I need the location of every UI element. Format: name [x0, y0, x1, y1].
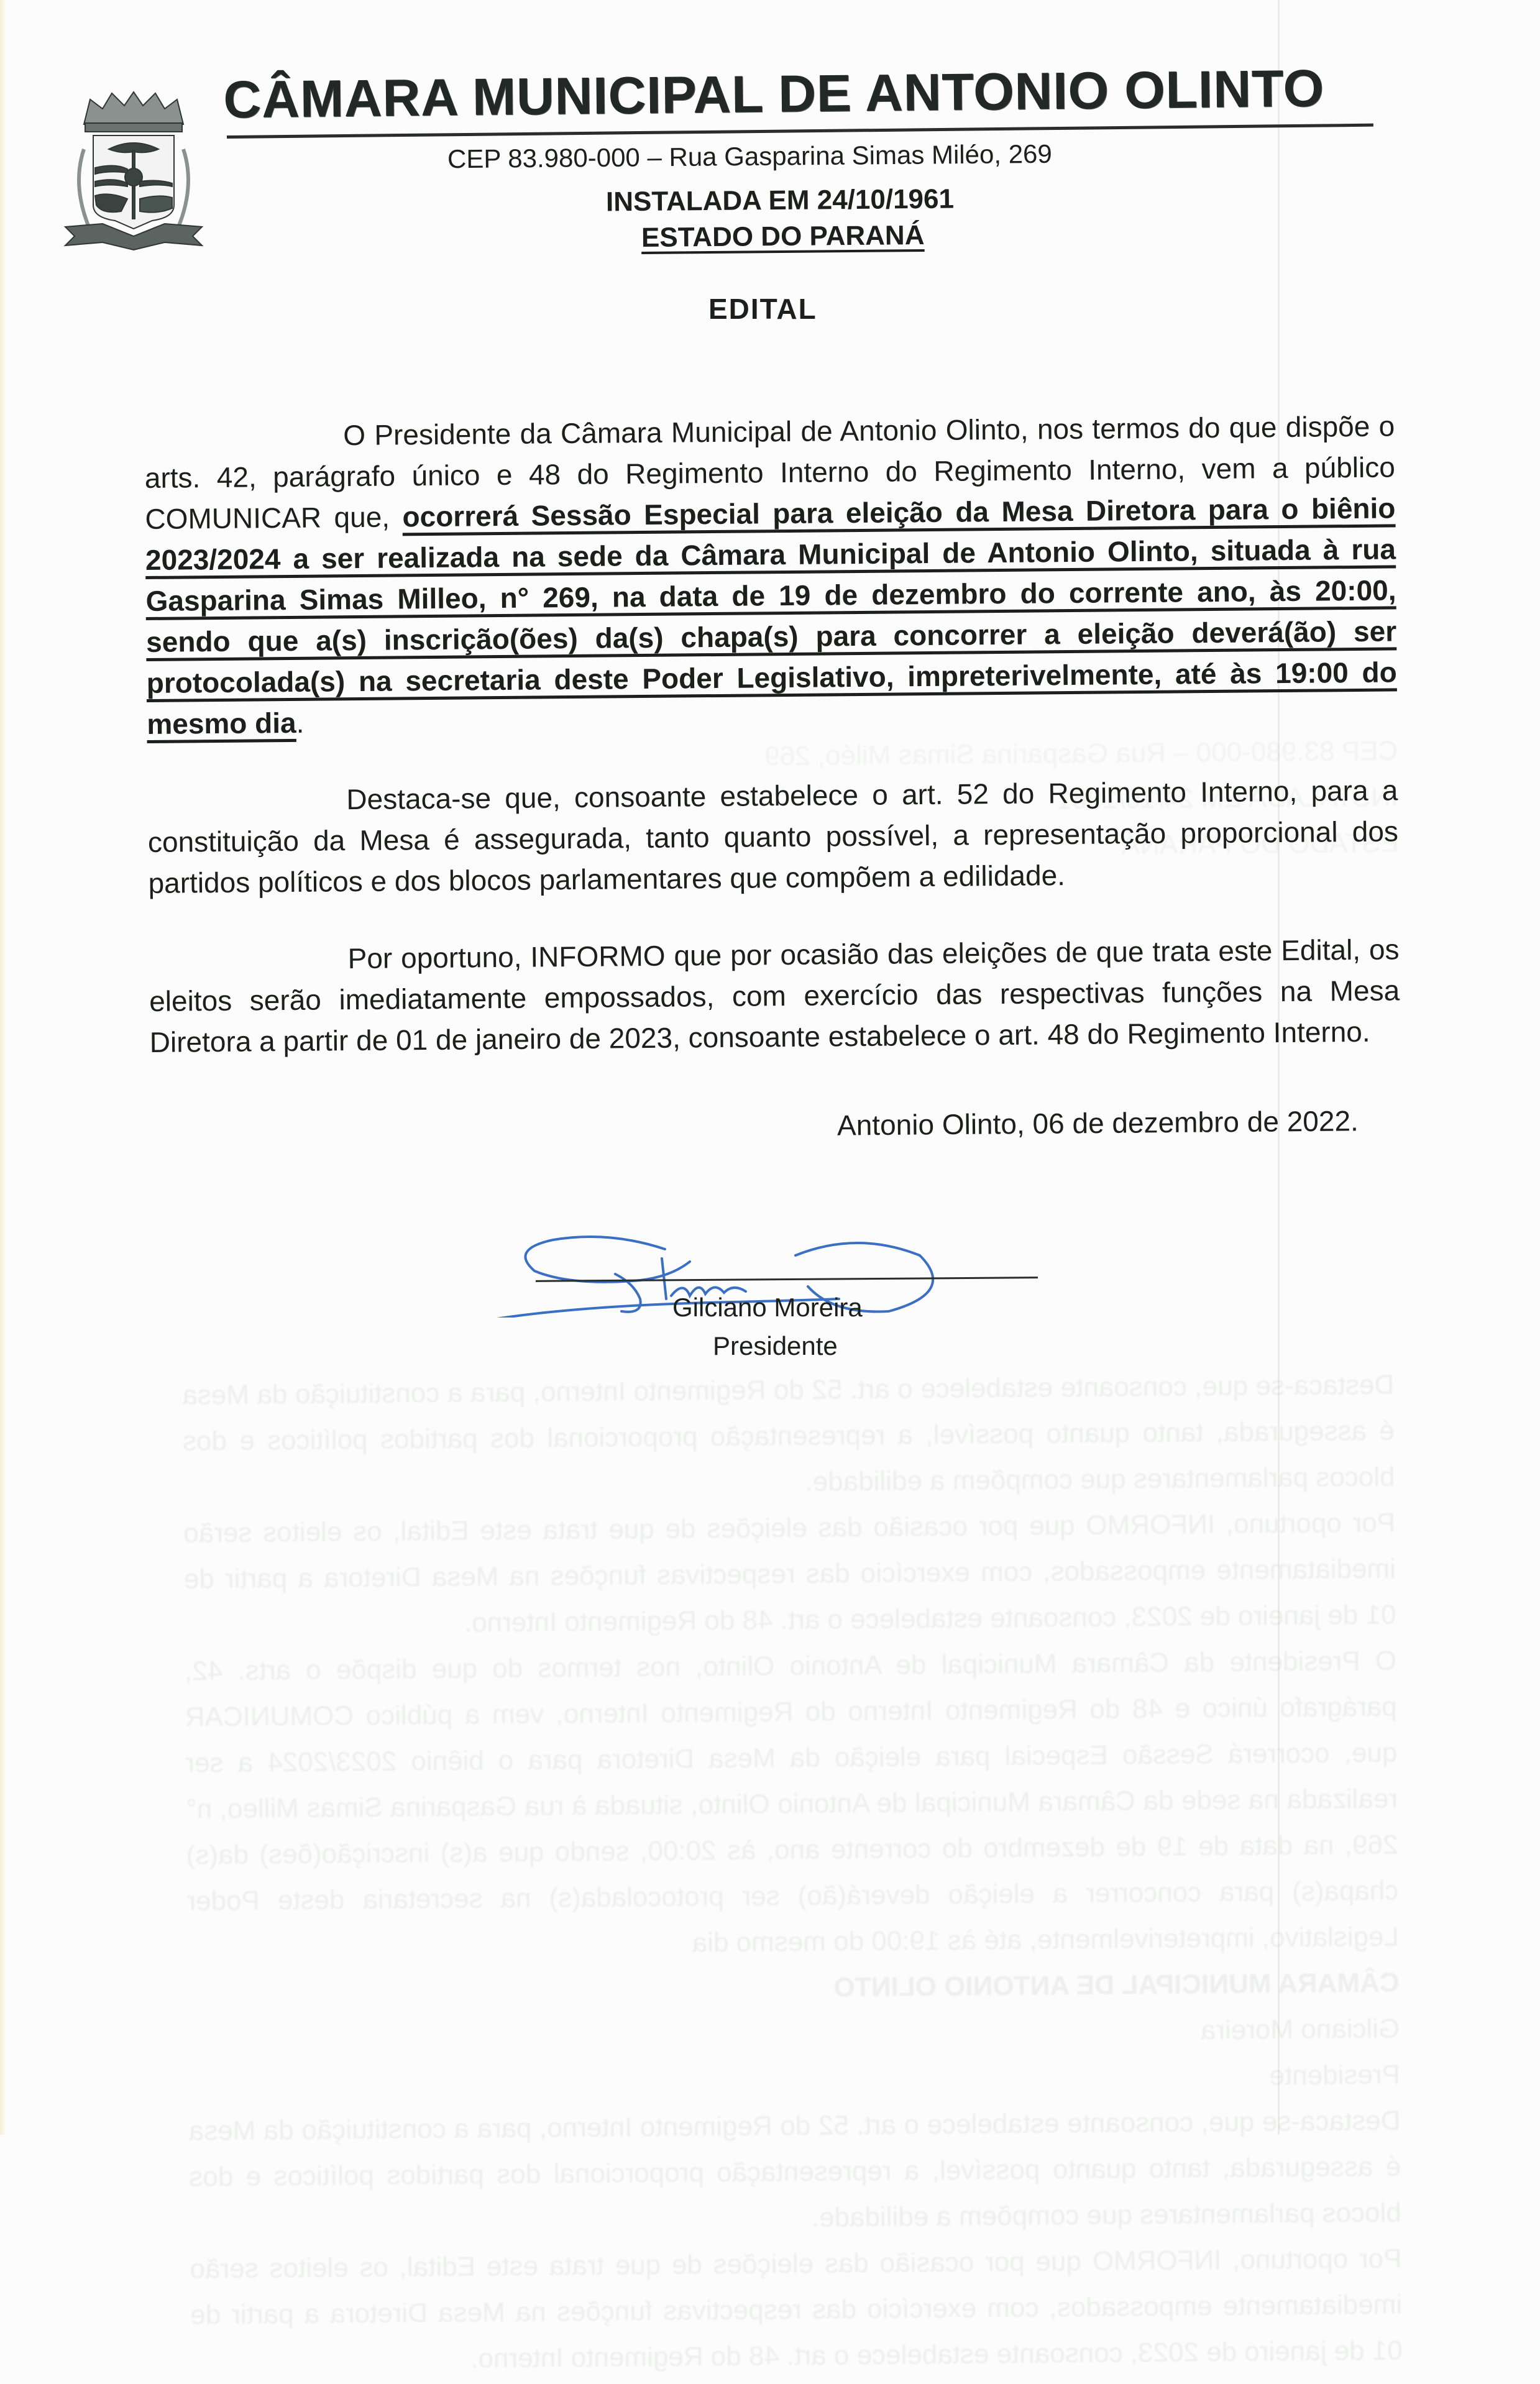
- institution-name: CÂMARA MUNICIPAL DE ANTONIO OLINTO: [222, 58, 1325, 129]
- paragraph-representation: Destaca-se que, consoante estabelece o art. 52 do Regimento Interno, para a constituição da Mesa é assegurada, tanto quanto possível, a representação proporcional dos partidos políticos e dos blocos parlamentares que compõem a edilidade.: [147, 774, 1399, 899]
- installation-date: INSTALADA EM 24/10/1961: [605, 183, 955, 218]
- signer-name: Gilciano Moreira: [672, 1293, 863, 1322]
- paragraph-inauguration: Por oportuno, INFORMO que por ocasião das eleições de que trata este Edital, os eleitos serão imediatamente empossados, com exercício das respectivas funções na Mesa Diretora a partir de 01 de janeiro de 2023, consoante estabelece o art. 48 do Regimento Interno.: [149, 933, 1400, 1058]
- document-title: EDITAL: [708, 293, 817, 325]
- signer-role: Presidente: [713, 1331, 838, 1360]
- scan-edge: [0, 0, 6, 2135]
- paragraph-text: .: [296, 706, 305, 739]
- state-line: ESTADO DO PARANÁ: [641, 220, 925, 253]
- bleed-through-text: Destaca-se que, consoante estabelece o art. 52 do Regimento Interno, para a constituição da Mesa é assegurada, tanto quanto possível, a representação proporcional dos partidos políticos e dos blocos parlamentares que compõem a edilidade. Por oportuno, INFORMO que por ocasião das eleições de que trata este Edital, os eleitos serão imediatamente empossados, com exercício das respectivas funções na Mesa Diretora a partir de 01 de janeiro de 2023, consoante estabelece o art. 48 do Regimento Interno. O Presidente da Câmara Municipal de Antonio Olinto, nos termos do que dispõe o arts. 42, parágrafo único e 48 do Regimento Interno do Regimento Interno, vem a público COMUNICAR que, ocorrerá Sessão Especial para eleição da Mesa Diretora para o biênio 2023/2024 a ser realizada na sede da Câmara Municipal de Antonio Olinto, situada à rua Gasparina Simas Milleo, n° 269, na data de 19 de dezembro do corrente ano, às 20:00, sendo que a(s) inscrição(ões) da(s) chapa(s) para concorrer a eleição deverá(ão) ser protocolada(s) na secretaria deste Poder Legislativo, impreterivelmente, até às 19:00 do mesmo dia CÂMARA MUNICIPAL DE ANTONIO OLINTO Gilciano Moreira Presidente Destaca-se que, consoante estabelece o art. 52 do Regimento Interno, para a constituição da Mesa é assegurada, tanto quanto possível, a representação proporcional dos partidos políticos e dos blocos parlamentares que compõem a edilidade. Por oportuno, INFORMO que por ocasião das eleições de que trata este Edital, os eleitos serão imediatamente empossados, com exercício das respectivas funções na Mesa Diretora a partir de 01 de janeiro de 2023, consoante estabelece o art. 48 do Regimento Interno.: [182, 1369, 1403, 2374]
- document-body: [144, 405, 1401, 1099]
- address-line: CEP 83.980-000 – Rua Gasparina Simas Miléo, 269: [447, 139, 1052, 174]
- coat-of-arms-icon: [59, 87, 208, 255]
- paragraph-announcement: [144, 405, 1398, 745]
- paragraph-text: O Presidente da Câmara Municipal de Antonio Olinto, nos termos do que dispõe o arts. 42, parágrafo único e 48 do Regimento Interno do Regimento Interno, vem a público COMUNICAR que,: [144, 410, 1396, 535]
- highlighted-notice: ocorrerá Sessão Especial para eleição da Mesa Diretora para o biênio 2023/2024 a ser realizada na sede da Câmara Municipal de Antonio Olinto, situada à rua Gasparina Simas Milleo, n° 269, na data de 19 de dezembro do corrente ano, às 20:00, sendo que a(s) inscrição(ões) da(s) chapa(s) para concorrer a eleição deverá(ão) ser protocolada(s) na secretaria deste Poder Legislativo, impreterivelmente, até às 19:00 do mesmo dia: [145, 492, 1397, 740]
- place-and-date: Antonio Olinto, 06 de dezembro de 2022.: [836, 1104, 1359, 1142]
